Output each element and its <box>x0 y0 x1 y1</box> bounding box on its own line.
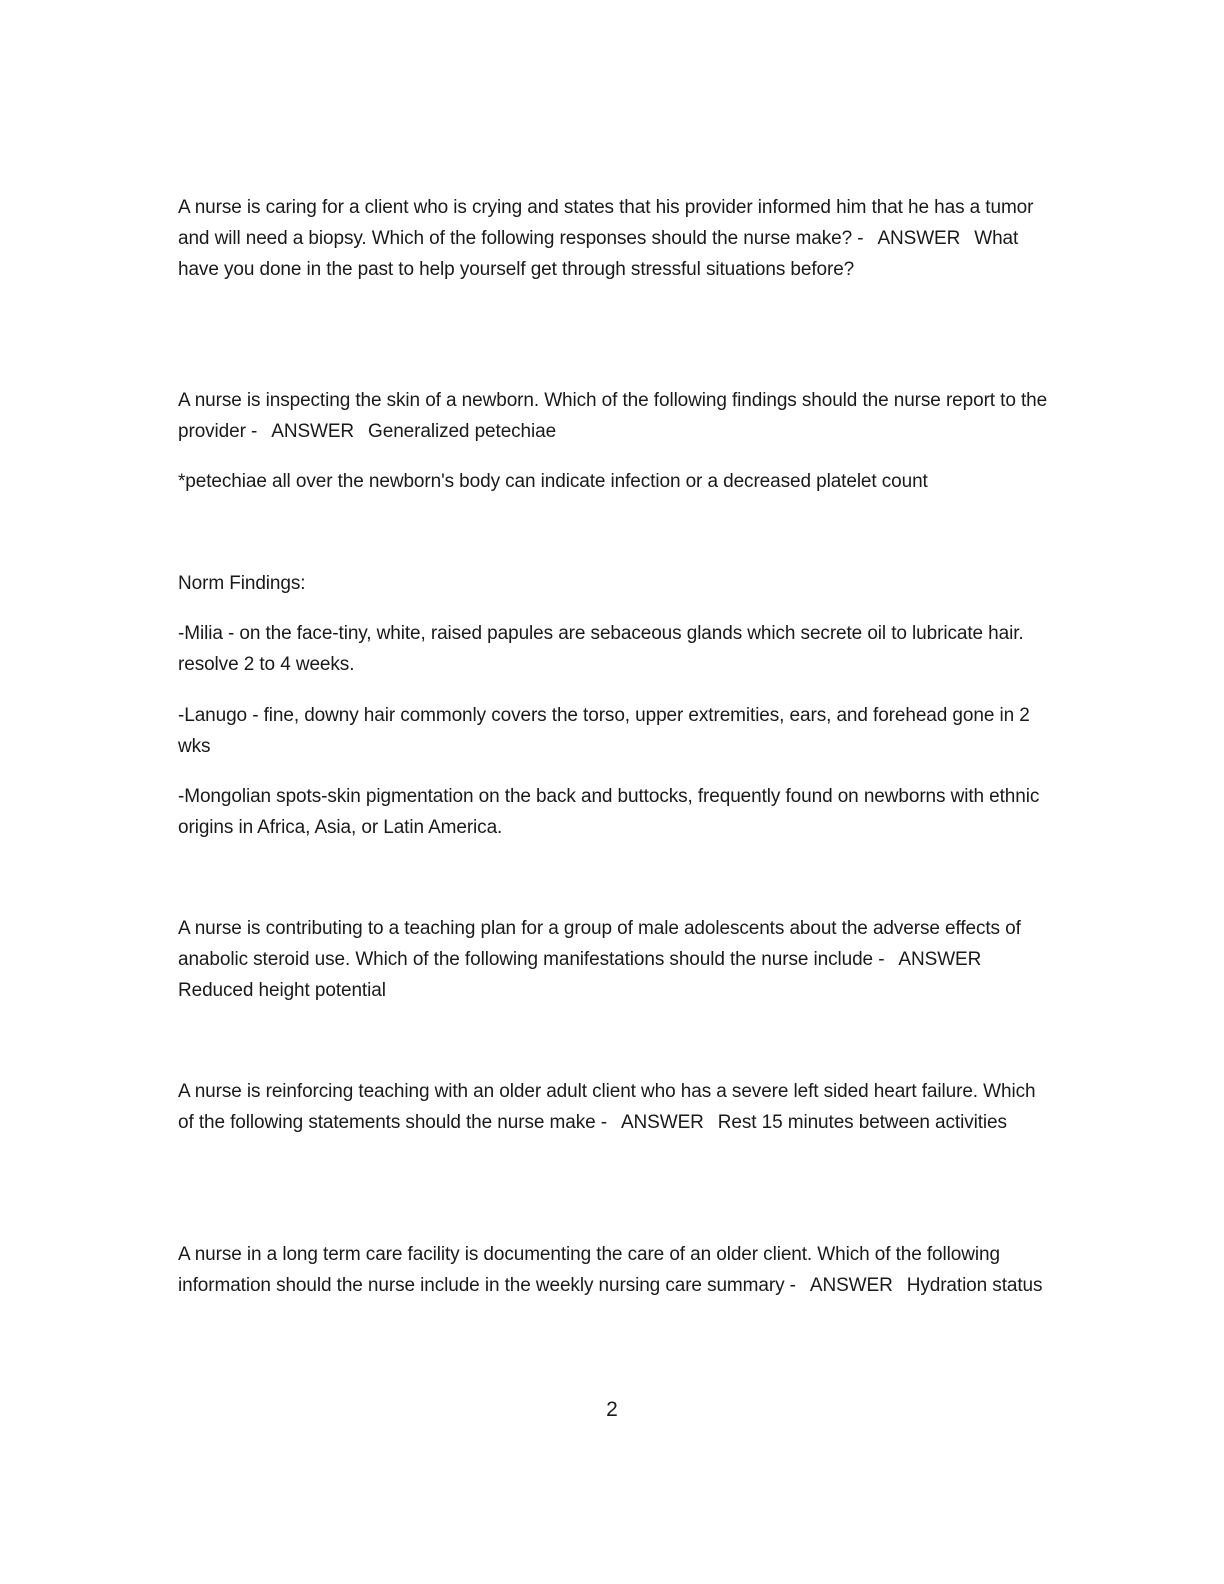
qa-item-1 <box>178 192 1048 285</box>
qa-paragraph <box>178 385 1048 447</box>
note-text: *petechiae all over the newborn's body can indicate infection or a decreased platelet count <box>178 471 928 492</box>
qa-item-4 <box>178 1076 1048 1138</box>
page-number: 2 <box>606 1398 618 1421</box>
norm-findings-heading <box>178 568 1048 599</box>
answer-text: Reduced height potential <box>178 980 386 1001</box>
answer-text: What have you done in the past to help yourself get through stressful situations before? <box>178 228 1019 280</box>
question-text: A nurse is inspecting the skin of a newborn. Which of the following findings should the nurse report to the provider - <box>178 390 1048 442</box>
qa-item-5 <box>178 1239 1048 1301</box>
qa-paragraph <box>178 1239 1048 1301</box>
qa-item-2 <box>178 385 1048 447</box>
qa-item-3 <box>178 913 1048 1006</box>
heading-text: Norm Findings: <box>178 573 306 594</box>
answer-label: ANSWER <box>809 1275 893 1296</box>
answer-label: ANSWER <box>271 421 355 442</box>
answer-label: ANSWER <box>620 1112 704 1133</box>
finding-mongolian-spots <box>178 781 1048 843</box>
finding-lanugo <box>178 700 1048 762</box>
qa-paragraph <box>178 913 1048 1006</box>
answer-text: Hydration status <box>906 1275 1043 1296</box>
answer-label: ANSWER <box>898 949 982 970</box>
question-text: A nurse is caring for a client who is crying and states that his provider informed him that he has a tumor and will need a biopsy. Which of the following responses should the nurse make? - <box>178 197 1034 249</box>
question-text: A nurse is reinforcing teaching with an older adult client who has a severe left sided heart failure. Which of the following statements should the nurse make - <box>178 1081 1036 1133</box>
finding-text: -Mongolian spots-skin pigmentation on the back and buttocks, frequently found on newborns with ethnic origins in Africa, Asia, or Latin America. <box>178 786 1040 838</box>
question-text: A nurse is contributing to a teaching plan for a group of male adolescents about the adverse effects of anabolic steroid use. Which of the following manifestations should the nurse include - <box>178 918 1021 970</box>
finding-milia <box>178 618 1048 680</box>
qa-paragraph <box>178 1076 1048 1138</box>
answer-text: Rest 15 minutes between activities <box>717 1112 1007 1133</box>
qa-note <box>178 466 1048 497</box>
finding-text: -Milia - on the face-tiny, white, raised papules are sebaceous glands which secrete oil to lubricate hair. resolve 2 to 4 weeks. <box>178 623 1024 675</box>
answer-label: ANSWER <box>877 228 961 249</box>
question-text: A nurse in a long term care facility is documenting the care of an older client. Which of the following information should the nurse include in the weekly nursing care summary - <box>178 1244 1000 1296</box>
qa-paragraph <box>178 192 1048 285</box>
finding-text: -Lanugo - fine, downy hair commonly covers the torso, upper extremities, ears, and forehead gone in 2 wks <box>178 705 1030 757</box>
answer-text: Generalized petechiae <box>368 421 557 442</box>
